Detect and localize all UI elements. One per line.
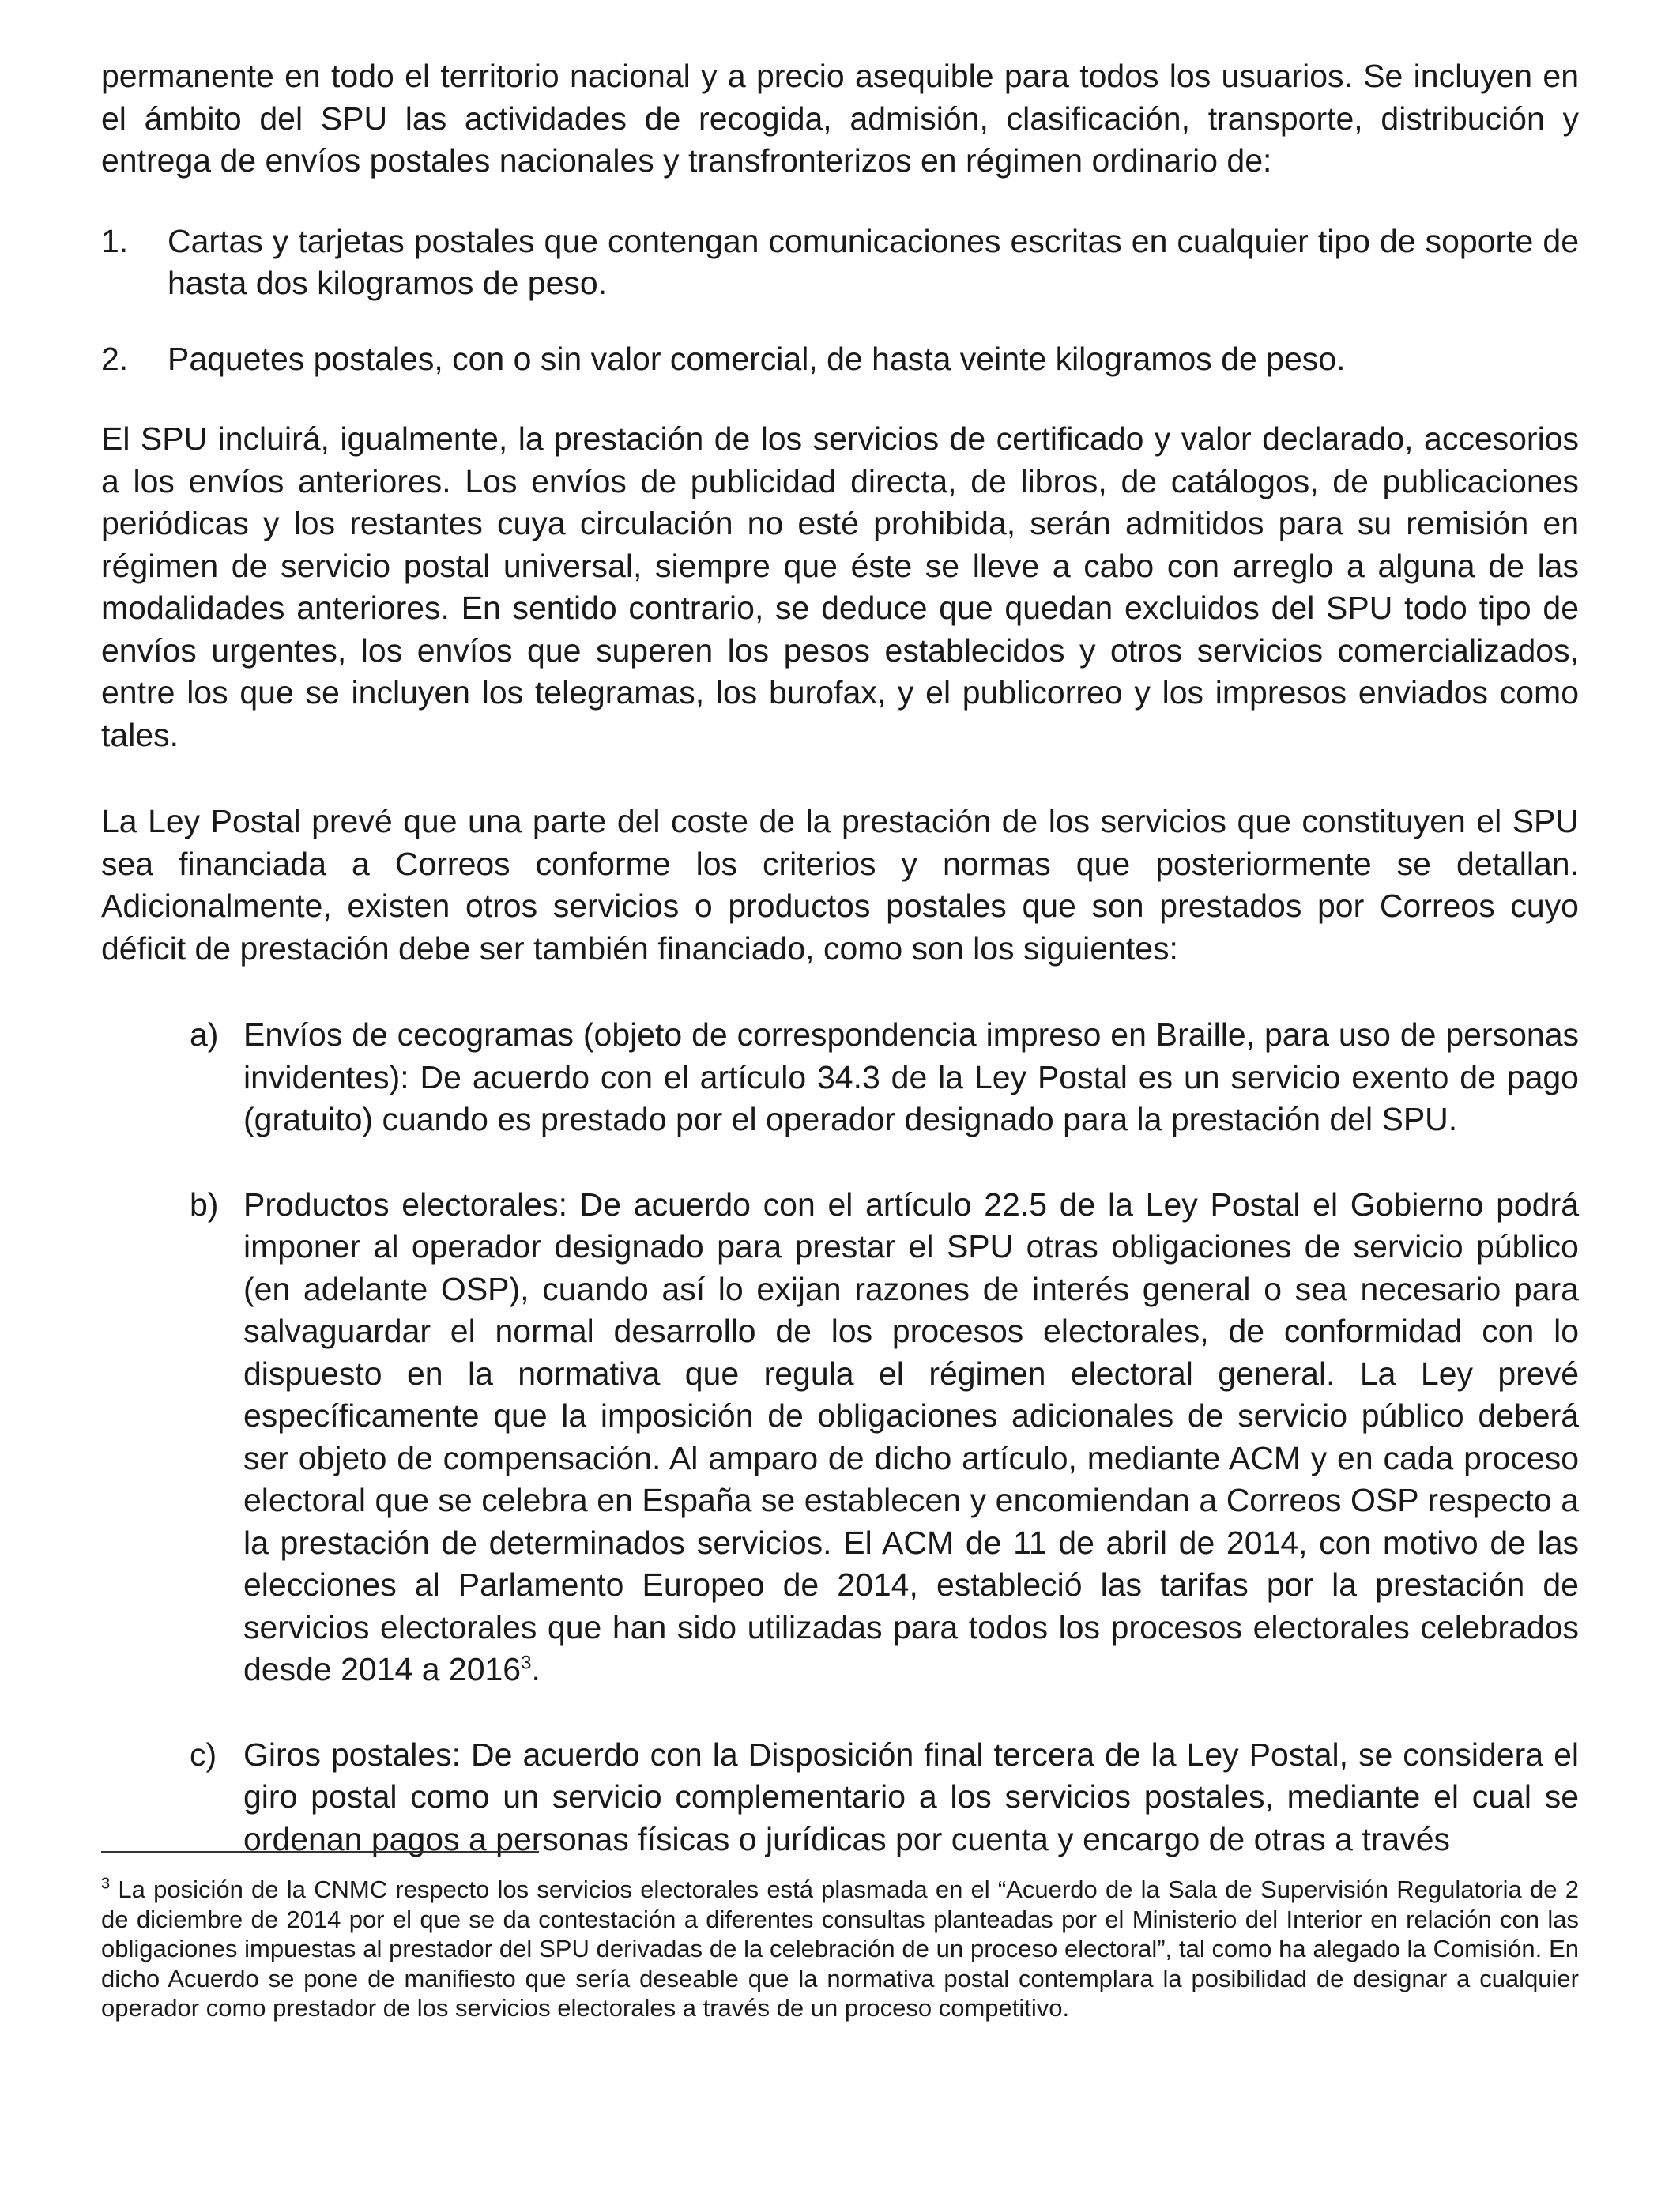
list-marker: 1. [101,222,129,259]
list-item [101,221,1579,305]
spu-paragraph: El SPU incluirá, igualmente, la prestación de los servicios de certificado y valor declarado, accesorios a los envíos anteriores. Los envíos de publicidad directa, de libros, de catálogos, de publicaciones periódicas y los restantes cuya circulación no esté prohibida, serán admitidos para su remisión en régimen de servicio postal universal, siempre que éste se lleve a cabo con arreglo a alguna de las modalidades anteriores. En sentido contrario, se deduce que quedan excluidos del SPU todo tipo de envíos urgentes, los envíos que superen los pesos establecidos y otros servicios comercializados, entre los que se incluyen los telegramas, los burofax, y el publicorreo y los impresos enviados como tales. [101,420,1579,753]
lettered-list [101,1014,1579,1860]
list-item-text-wrap [243,1184,1579,1691]
list-marker: b) [190,1186,219,1223]
list-item-text: Cartas y tarjetas postales que contengan comunicaciones escritas en cualquier tipo de soporte de hasta dos kilogramos de peso. [168,222,1579,301]
ley-postal-paragraph: La Ley Postal prevé que una parte del coste de la prestación de los servicios que constituyen el SPU sea financiada a Correos conforme los criterios y normas que posteriormente se detallan. Adicionalmente, existen otros servicios o productos postales que son prestados por Correos cuyo déficit de prestación debe ser también financiado, como son los siguientes: [101,803,1579,967]
list-item-text: Productos electorales: De acuerdo con el artículo 22.5 de la Ley Postal el Gobierno podrá imponer al operador designado para prestar el SPU otras obligaciones de servicio público (en adelante OSP), cuando así lo exijan razones de interés general o sea necesario para salvaguardar el normal desarrollo de los procesos electorales, de conformidad con lo dispuesto en la normativa que regula el régimen electoral general. La Ley prevé específicamente que la imposición de obligaciones adicionales de servicio público deberá ser objeto de compensación. Al amparo de dicho artículo, mediante ACM y en cada proceso electoral que se celebra en España se establecen y encomiendan a Correos OSP respecto a la prestación de determinados servicios. El ACM de 11 de abril de 2014, con motivo de las elecciones al Parlamento Europeo de 2014, estableció las tarifas por la prestación de servicios electorales que han sido utilizadas para todos los procesos electorales celebrados desde 2014 a 2016 [243,1186,1579,1687]
document-body [101,55,1579,1860]
footnote-text: La posición de la CNMC respecto los servicios electorales está plasmada en el “Acuerdo de la Sala de Supervisión Regulatoria de 2 de diciembre de 2014 por el que se da contestación a diferentes consultas planteadas por el Ministerio del Interior en relación con las obligaciones impuestas al prestador del SPU derivadas de la celebración de un proceso electoral”, tal como ha alegado la Comisión. En dicho Acuerdo se pone de manifiesto que sería deseable que la normativa postal contemplara la posibilidad de designar a cualquier operador como prestador de los servicios electorales a través de un proceso competitivo. [101,1875,1579,2022]
list-item-text: Giros postales: De acuerdo con la Disposición final tercera de la Ley Postal, se considera el giro postal como un servicio complementario a los servicios postales, mediante el cual se ordenan pagos a personas físicas o jurídicas por cuenta y encargo de otras a través [243,1736,1579,1857]
list-marker: c) [190,1736,217,1773]
list-marker: a) [190,1016,219,1053]
list-item-text: Envíos de cecogramas (objeto de correspondencia impreso en Braille, para uso de personas invidentes): De acuerdo con el artículo 34.3 de la Ley Postal es un servicio exento de pago (gratuito) cuando es prestado por el operador designado para la prestación del SPU. [243,1016,1579,1137]
list-item [101,1734,1579,1861]
footnote-reference[interactable]: 3 [521,1652,532,1674]
footnote [101,1875,1579,2023]
intro-paragraph: permanente en todo el territorio nacional y a precio asequible para todos los usuarios. Se incluyen en el ámbito del SPU las actividades de recogida, admisión, clasificación, transporte, distribución y entrega de envíos postales nacionales y transfronterizos en régimen ordinario de: [101,58,1579,179]
list-item-text: Paquetes postales, con o sin valor comercial, de hasta veinte kilogramos de peso. [168,340,1346,377]
list-item [101,1184,1579,1691]
list-item [101,1014,1579,1141]
footnote-separator [101,1851,539,1853]
list-item [101,338,1579,381]
footnote-number: 3 [101,1875,111,1893]
list-item-tail: . [531,1651,541,1687]
list-marker: 2. [101,340,129,377]
numbered-list [101,221,1579,381]
